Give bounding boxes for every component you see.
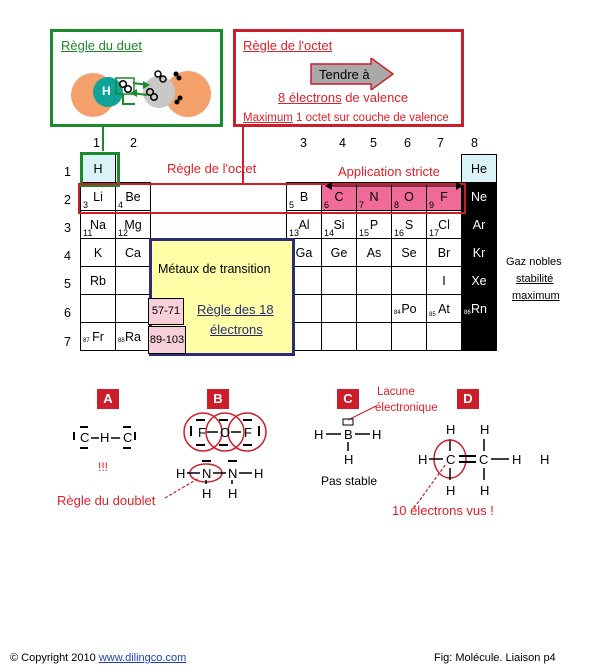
- symbol-Po: Po: [401, 301, 417, 316]
- svg-text:N: N: [228, 466, 238, 481]
- cell-Se: [392, 239, 427, 267]
- symbol-Ca: Ca: [125, 245, 141, 260]
- row-5: 5: [64, 277, 71, 291]
- doublet-pointer: [163, 476, 203, 500]
- svg-text:H: H: [512, 452, 522, 467]
- symbol-Be: Be: [125, 189, 141, 204]
- svg-text:H: H: [480, 422, 490, 437]
- cell-Ar: [462, 211, 497, 239]
- col-8: 8: [471, 136, 478, 150]
- cell-Cl: [427, 211, 462, 239]
- svg-text:H: H: [446, 422, 456, 437]
- cell-empty-6-4: [322, 295, 357, 323]
- cell-Ra: [116, 323, 151, 351]
- table-row-3: [81, 211, 497, 239]
- cell-empty-5-5: [357, 267, 392, 295]
- eight-electrons: 8 électrons: [278, 90, 342, 105]
- symbol-P: P: [369, 217, 379, 232]
- cell-Br: [427, 239, 462, 267]
- example-D-badge: D: [457, 389, 479, 409]
- cell-empty-6-2: [116, 295, 151, 323]
- octet-title: Règle de l'octet: [243, 38, 333, 53]
- maximum-label: maximum: [512, 290, 560, 302]
- hydrogen-highlight: [80, 152, 120, 187]
- octet-line2: [278, 90, 408, 105]
- copyright-text: © Copyright 2010: [10, 652, 99, 664]
- svg-text:H: H: [540, 452, 550, 467]
- svg-text:H: H: [228, 486, 238, 501]
- rule-18-label-1: Règle des 18: [197, 302, 274, 317]
- z-Si: 14: [324, 228, 335, 238]
- svg-text:H: H: [446, 483, 456, 498]
- z-Al: 13: [289, 228, 300, 238]
- symbol-Kr: Kr: [472, 245, 486, 260]
- cell-empty-5-6: [392, 267, 427, 295]
- cell-empty-5-4: [322, 267, 357, 295]
- symbol-He: He: [471, 161, 487, 176]
- symbol-Ne: Ne: [471, 189, 487, 204]
- col-1: 1: [93, 136, 100, 150]
- svg-text:F: F: [198, 425, 206, 440]
- svg-text:B: B: [344, 427, 353, 442]
- noble-gas-label: Gaz nobles: [506, 256, 562, 268]
- col-3: 3: [300, 136, 307, 150]
- symbol-At: At: [438, 301, 450, 316]
- col-6: 6: [404, 136, 411, 150]
- svg-text:H: H: [100, 430, 110, 445]
- symbol-As: As: [366, 245, 382, 260]
- svg-text:H: H: [202, 486, 212, 501]
- z-Na: 11: [83, 228, 93, 238]
- rule-18-label-2: électrons: [210, 322, 263, 337]
- col-7: 7: [437, 136, 444, 150]
- strict-application-arrow: [325, 181, 465, 191]
- symbol-S: S: [404, 217, 414, 232]
- octet-rule-label: Règle de l'octet: [167, 161, 257, 176]
- svg-text:F: F: [244, 425, 252, 440]
- z-O: 8: [394, 200, 400, 210]
- cell-empty-7-7: [427, 323, 462, 351]
- symbol-Se: Se: [401, 245, 417, 260]
- octet-line3: [243, 112, 449, 124]
- svg-text:H: H: [176, 466, 186, 481]
- cell-As: [357, 239, 392, 267]
- transition-metals-label: Métaux de transition: [158, 262, 271, 276]
- svg-text:N: N: [202, 466, 212, 481]
- cell-He: [462, 155, 497, 183]
- cell-Si: [322, 211, 357, 239]
- symbol-O: O: [404, 189, 414, 204]
- cell-empty-7-4: [322, 323, 357, 351]
- z-P: 15: [359, 228, 370, 238]
- cell-Po: [392, 295, 427, 323]
- symbol-Al: Al: [298, 217, 310, 232]
- cell-empty-7-8: [462, 323, 497, 351]
- z-C: 6: [324, 200, 330, 210]
- lanthanides-label: 57-71: [151, 305, 181, 317]
- z-At: 85: [429, 312, 436, 318]
- doublet-rule-label: Règle du doublet: [57, 493, 156, 508]
- example-C-badge: C: [337, 389, 359, 409]
- cell-Al: [287, 211, 322, 239]
- symbol-Ga: Ga: [295, 245, 313, 260]
- symbol-Ra: Ra: [125, 329, 141, 344]
- z-B: 5: [289, 200, 295, 210]
- ten-electrons-label: 10 électrons vus !: [392, 503, 494, 518]
- row-3: 3: [64, 221, 71, 235]
- symbol-H: H: [93, 161, 103, 176]
- symbol-I: I: [442, 273, 446, 288]
- maximum-text: Maximum: [243, 112, 293, 124]
- cell-K: [81, 239, 116, 267]
- valence-text: de valence: [341, 90, 409, 105]
- z-Li: 3: [83, 200, 89, 210]
- symbol-Rn: Rn: [471, 301, 487, 316]
- symbol-Ar: Ar: [472, 217, 486, 232]
- cell-empty-6-5: [357, 295, 392, 323]
- symbol-Ge: Ge: [330, 245, 348, 260]
- copyright: [10, 652, 186, 664]
- symbol-F: F: [440, 189, 448, 204]
- col-2: 2: [130, 136, 137, 150]
- z-Be: 4: [118, 200, 124, 210]
- molecule-core: [143, 76, 175, 108]
- cell-empty-6-1: [81, 295, 116, 323]
- cell-Rb: [81, 267, 116, 295]
- cell-I: [427, 267, 462, 295]
- svg-text:C: C: [446, 452, 456, 467]
- symbol-Br: Br: [437, 245, 451, 260]
- symbol-Fr: Fr: [92, 329, 104, 344]
- row-4: 4: [64, 249, 71, 263]
- symbol-Si: Si: [333, 217, 345, 232]
- symbol-Cl: Cl: [438, 217, 450, 232]
- gap-label-2: électronique: [375, 402, 438, 414]
- symbol-K: K: [93, 245, 103, 260]
- cell-Ne: [462, 183, 497, 211]
- row-2: 2: [64, 193, 71, 207]
- cell-Ge: [322, 239, 357, 267]
- row-7: 7: [64, 335, 71, 349]
- svg-text:H: H: [314, 427, 324, 442]
- cell-empty-5-2: [116, 267, 151, 295]
- octet-box: [233, 29, 464, 127]
- symbol-Na: Na: [90, 217, 106, 232]
- symbol-Mg: Mg: [124, 217, 142, 232]
- z-Ra: 88: [118, 338, 125, 344]
- symbol-Xe: Xe: [471, 273, 487, 288]
- actinides-label: 89-103: [149, 334, 185, 346]
- exclamation-text: !!!: [98, 460, 109, 474]
- site-link[interactable]: www.dilingco.com: [98, 652, 187, 664]
- not-stable-label: Pas stable: [321, 474, 378, 488]
- cell-Na: [81, 211, 116, 239]
- example-A-badge: A: [97, 389, 119, 409]
- lanthanides-cell: [148, 298, 184, 325]
- symbol-N: N: [369, 189, 379, 204]
- svg-text:C: C: [80, 430, 90, 445]
- stability-label: stabilité: [516, 273, 554, 285]
- cell-P: [357, 211, 392, 239]
- symbol-C: C: [334, 189, 344, 204]
- svg-text:H: H: [418, 452, 428, 467]
- col-5: 5: [370, 136, 377, 150]
- z-Rn: 86: [464, 310, 471, 316]
- cell-Rn: [462, 295, 497, 323]
- duet-box: [50, 29, 223, 127]
- svg-text:C: C: [479, 452, 489, 467]
- symbol-Li: Li: [93, 189, 103, 204]
- one-octet-text: 1 octet sur couche de valence: [292, 112, 449, 124]
- z-Fr: 87: [83, 338, 90, 344]
- z-Po: 84: [394, 310, 401, 316]
- svg-text:H: H: [344, 452, 354, 467]
- molecule-A: [68, 420, 148, 456]
- row-1: 1: [64, 165, 71, 179]
- cell-Ca: [116, 239, 151, 267]
- cell-empty-7-6: [392, 323, 427, 351]
- symbol-Rb: Rb: [90, 273, 106, 288]
- duet-illustration: [53, 32, 223, 127]
- figure-caption: Fig: Molécule. Liaison p4: [434, 652, 556, 664]
- symbol-B: B: [299, 189, 309, 204]
- cell-S: [392, 211, 427, 239]
- molecule-C: [310, 404, 390, 468]
- gap-label-1: Lacune: [377, 386, 415, 398]
- z-Cl: 17: [429, 228, 440, 238]
- z-Mg: 12: [118, 228, 129, 238]
- duet-title: Règle du duet: [61, 38, 142, 53]
- cell-Xe: [462, 267, 497, 295]
- svg-text:H: H: [372, 427, 382, 442]
- svg-text:H: H: [480, 483, 490, 498]
- svg-text:C: C: [123, 430, 133, 445]
- z-S: 16: [394, 228, 405, 238]
- cell-Mg: [116, 211, 151, 239]
- svg-text:O: O: [220, 425, 231, 440]
- svg-text:H: H: [254, 466, 264, 481]
- molecule-B: [178, 408, 278, 454]
- arrow-text: Tendre à: [319, 67, 370, 82]
- cell-At: [427, 295, 462, 323]
- col-4: 4: [339, 136, 346, 150]
- cell-empty-7-5: [357, 323, 392, 351]
- z-N: 7: [359, 200, 365, 210]
- example-B-badge: B: [207, 389, 229, 409]
- hydrogen-label: H: [102, 84, 111, 98]
- z-F: 9: [429, 200, 435, 210]
- cell-Kr: [462, 239, 497, 267]
- actinides-cell: [148, 326, 186, 354]
- duet-connector: [102, 127, 104, 151]
- row-6: 6: [64, 306, 71, 320]
- strict-application-label: Application stricte: [338, 164, 440, 179]
- cell-Fr: [81, 323, 116, 351]
